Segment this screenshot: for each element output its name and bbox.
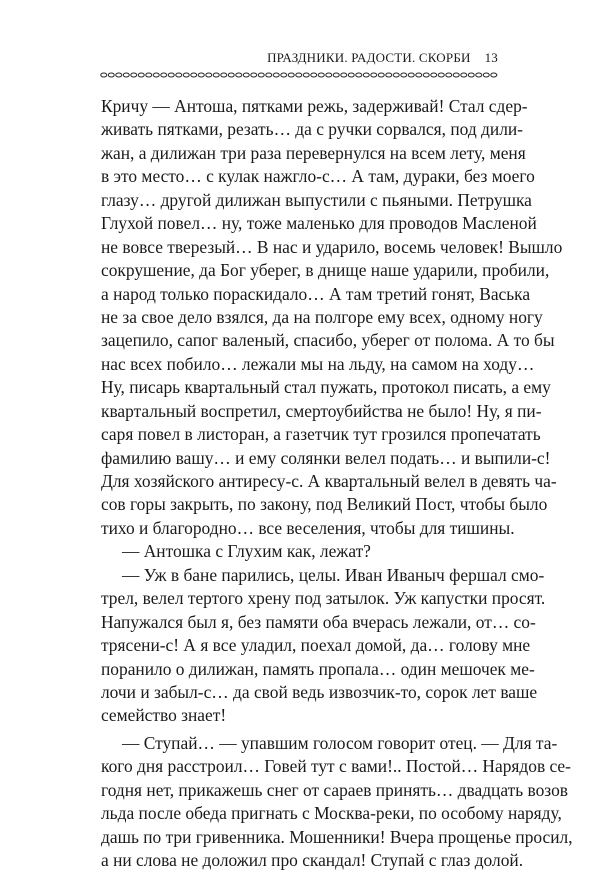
paragraph [101,540,499,563]
text-line: Для хозяйского антиресу-с. А квартальный велел в девять ча- [101,471,557,491]
text-line: зацепило, сапог валеный, спасибо, уберег от полома. А то бы [101,330,555,351]
text-line: живать пятками, резать… да с ручки сорвался, под дили- [101,119,523,140]
page-number: 13 [484,50,498,65]
text-line: трясени-с! А я все уладил, поехал домой, да… голову мне [101,635,531,656]
running-title: ПРАЗДНИКИ. РАДОСТИ. СКОРБИ [267,50,471,65]
text-line: — Ступай… — упавшим голосом говорит отец. — Для та- [122,732,558,753]
paragraph [101,732,573,872]
text-line: — Антошка с Глухим как, лежат? [122,541,371,562]
text-line: лочи и забыл-с… да свой ведь извозчик-то, сорок лет ваше [101,681,538,702]
text-line: не вовсе тверезый… В нас и ударило, восемь человек! Вышло [101,236,563,257]
text-line: тихо и благородно… все веселения, чтобы для тишины. [101,517,515,538]
text-line: сов горы закрыть, по закону, под Великий Пост, чтобы было [101,494,548,515]
running-header [100,50,498,70]
text-line: а народ только пораскидало… А там третий гонят, Васька [101,283,531,304]
body-text [101,95,573,872]
text-line: нас всех побило… лежали мы на льду, на самом на ходу… [101,353,535,374]
text-line: Ну, писарь квартальный стал пужать, протокол писать, а ему [101,377,551,398]
text-line: глазу… другой дилижан выпустили с пьяными. Петрушка [101,189,532,210]
text-line: Глухой повел… ну, тоже маленько для проводов Масленой [101,213,537,234]
text-line: Напужался был я, без памяти оба вчерась лежали, от… со- [101,611,536,632]
paragraph [101,564,546,728]
text-line: дашь по три гривенника. Мошенники! Вчера прощенье просил, [101,826,573,847]
text-line: трел, велел тертого хрену под затылок. Уж капустки просят. [101,588,546,609]
text-line: сокрушение, да Бог уберег, в днище наше ударили, пробили, [101,260,550,281]
text-line: Кричу — Антоша, пятками режь, задерживай! Стал сдер- [101,96,528,116]
text-line: кого дня расстроил… Говей тут с вами!.. Постой… Нарядов се- [101,756,571,777]
text-line: — Уж в бане парились, целы. Иван Иваныч фершал смо- [122,564,545,585]
text-line: семейство знает! [101,705,227,726]
text-line: льда после обеда пригнать с Москва-реки, по особому наряду, [101,803,562,824]
text-line: поранило о дилижан, память пропала… один мешочек ме- [101,658,535,679]
text-line: а ни слова не доложил про скандал! Ступай с глаз долой. [101,850,524,870]
text-line: квартальный воспретил, смертоубийства не было! Ну, я пи- [101,400,542,421]
text-line: фамилию вашу… и ему солянки велел подать… и выпили-с! [101,447,551,468]
text-line: не за свое дело взялся, да на полгоре ему всех, одному ногу [101,306,543,327]
ornamental-rule [100,71,498,79]
paragraph [101,95,563,540]
text-line: саря повел в листоран, а газетчик тут грозился пропечатать [101,424,541,445]
text-line: в это место… с кулак нажгло-с… А там, дураки, без моего [101,166,535,187]
text-line: годня нет, прикажешь снег от сараев принять… двадцать возов [101,779,568,800]
text-line: жан, а дилижан три раза перевернулся на всем лету, меня [101,142,526,163]
